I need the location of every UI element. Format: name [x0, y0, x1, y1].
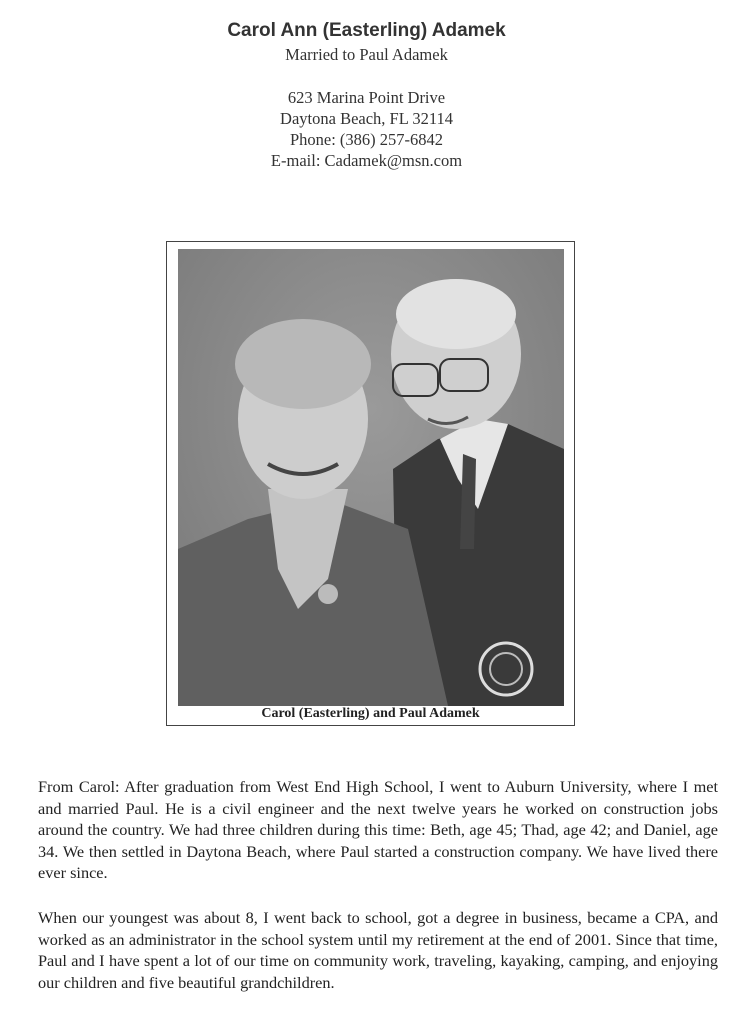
page-title: Carol Ann (Easterling) Adamek — [227, 20, 506, 41]
body-paragraph-2: When our youngest was about 8, I went back to school, got a degree in business, became a CPA, and worked as an administrator in the school system until my retirement at the end of 2001. Since that time, Paul and I have spent a lot of our time on community work, traveling, kayaking, camping, and enjoying our children and five beautiful grandchildren. — [38, 908, 718, 992]
body-paragraph-1: From Carol: After graduation from West End High School, I went to Auburn University, where I met and married Paul. He is a civil engineer and the next twelve years he worked on construction jobs around the country. We had three children during this time: Beth, age 45; Thad, age 42; and Daniel, age 34. We then settled in Daytona Beach, where Paul started a construction company. We have lived there ever since. — [38, 777, 718, 883]
phone: Phone: (386) 257-6842 — [289, 130, 444, 149]
couple-photo — [178, 249, 564, 706]
email: E-mail: Cadamek@msn.com — [270, 151, 463, 170]
photo-frame — [166, 241, 575, 726]
couple-photo-illustration — [178, 249, 564, 706]
photo-caption: Carol (Easterling) and Paul Adamek — [261, 706, 480, 721]
spouse-line: Married to Paul Adamek — [285, 45, 448, 64]
address-line-2: Daytona Beach, FL 32114 — [280, 109, 453, 128]
address-line-1: 623 Marina Point Drive — [287, 88, 446, 107]
contact-block — [0, 87, 733, 171]
